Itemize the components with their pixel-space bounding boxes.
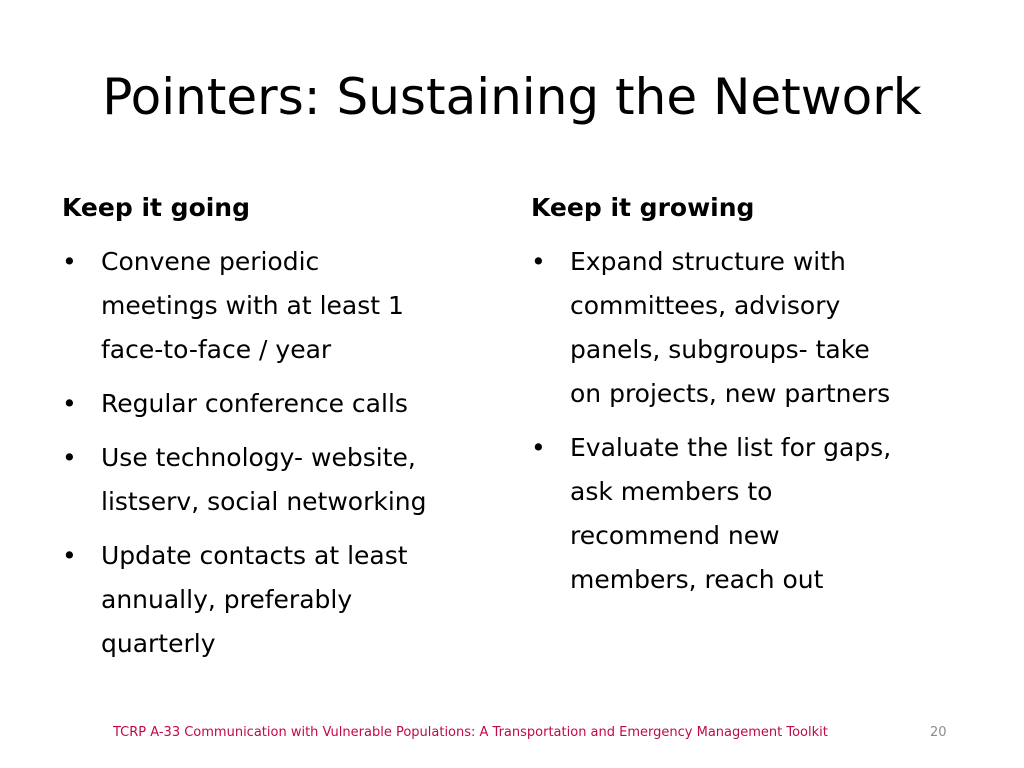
left-bullet-list: [62, 240, 502, 666]
left-column-heading: Keep it going: [62, 193, 251, 222]
footer-text: TCRP A-33 Communication with Vulnerable Populations: A Transportation and Emergency Management Toolkit: [113, 725, 828, 740]
right-column-heading: Keep it growing: [531, 193, 755, 222]
list-item-line: ask members to: [570, 477, 773, 506]
list-item: [62, 240, 502, 372]
list-item-line: quarterly: [101, 629, 216, 658]
list-item-line: Expand structure with: [570, 247, 846, 276]
list-item-line: Regular conference calls: [101, 389, 408, 418]
bullet-icon: •: [62, 247, 77, 276]
list-item-line: committees, advisory: [570, 291, 841, 320]
bullet-icon: •: [62, 541, 77, 570]
list-item: [62, 382, 502, 426]
bullet-icon: •: [531, 433, 546, 462]
list-item-line: annually, preferably: [101, 585, 353, 614]
right-bullet-list: [531, 240, 971, 602]
left-column: [62, 188, 502, 676]
list-item-line: members, reach out: [570, 565, 824, 594]
list-item-line: Update contacts at least: [101, 541, 408, 570]
list-item-line: Evaluate the list for gaps,: [570, 433, 892, 462]
list-item-line: meetings with at least 1: [101, 291, 404, 320]
list-item: [531, 426, 971, 602]
bullet-icon: •: [531, 247, 546, 276]
slide-number: 20: [930, 725, 947, 740]
list-item-line: on projects, new partners: [570, 379, 891, 408]
list-item-line: Use technology- website,: [101, 443, 416, 472]
right-column: [531, 188, 971, 612]
list-item-line: listserv, social networking: [101, 487, 427, 516]
list-item-line: Convene periodic: [101, 247, 320, 276]
list-item: [62, 534, 502, 666]
list-item: [62, 436, 502, 524]
list-item-line: face-to-face / year: [101, 335, 332, 364]
list-item-line: panels, subgroups- take: [570, 335, 870, 364]
list-item: [531, 240, 971, 416]
list-item-line: recommend new: [570, 521, 780, 550]
slide-title: Pointers: Sustaining the Network: [102, 68, 922, 126]
bullet-icon: •: [62, 389, 77, 418]
bullet-icon: •: [62, 443, 77, 472]
